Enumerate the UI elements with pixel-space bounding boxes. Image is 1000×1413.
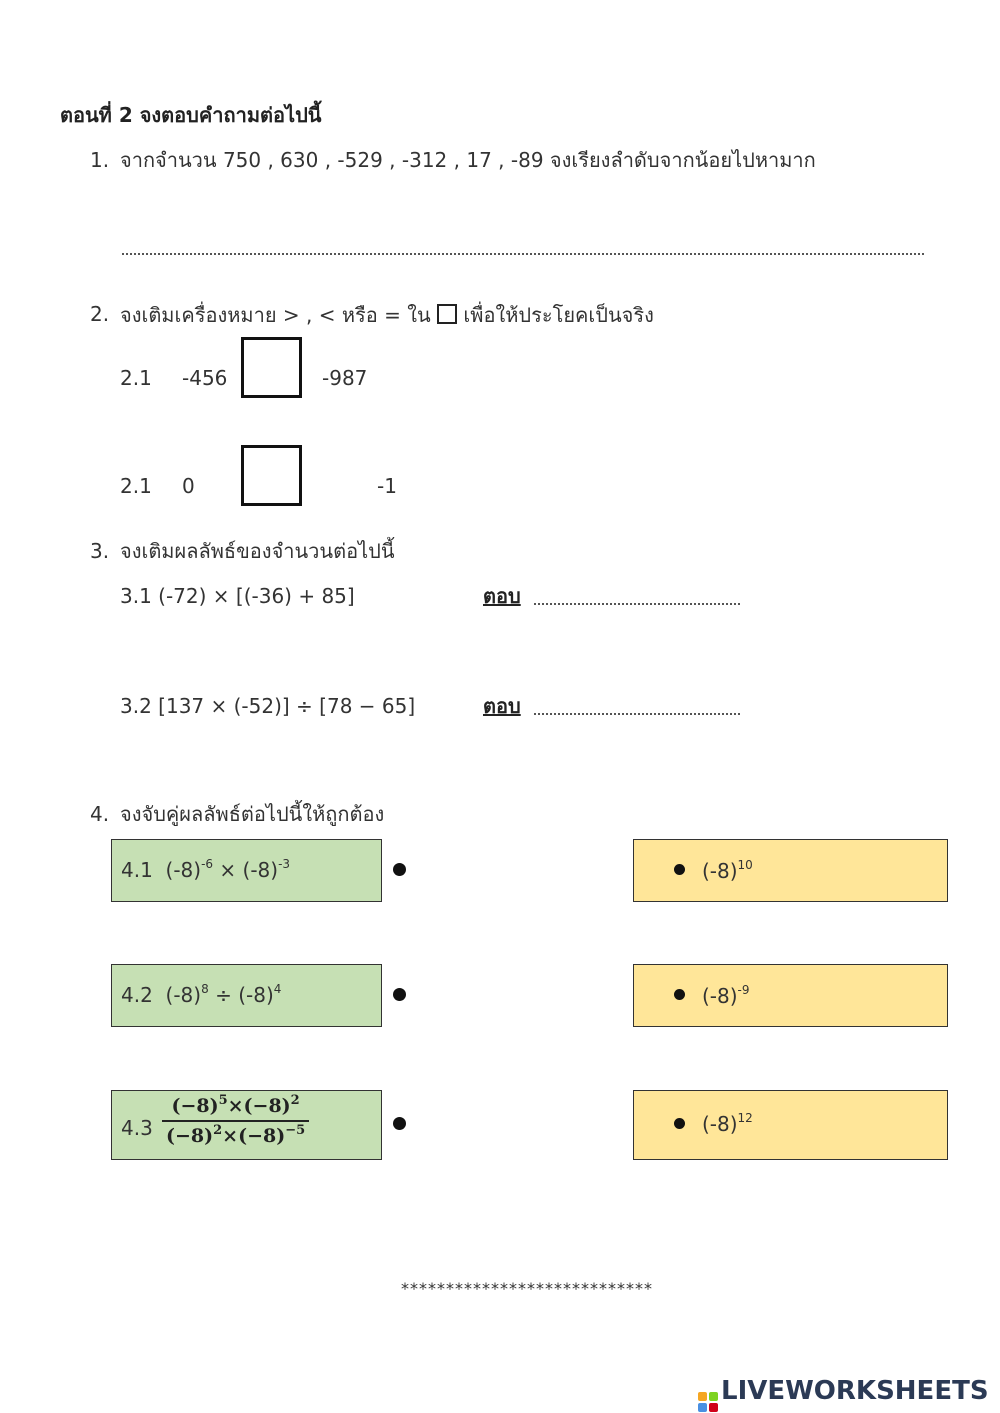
match-right-3-exp: 12: [737, 1111, 753, 1125]
q3-item-2-expr: 3.2 [137 × (-52)] ÷ [78 − 65]: [120, 694, 416, 718]
match-left-1-operator: ×: [219, 858, 237, 882]
match-left-item-1: [111, 839, 382, 902]
denominator-exp-a: 2: [213, 1123, 223, 1138]
match-left-1-label: 4.1: [121, 858, 153, 882]
q2-text-before: จงเติมเครื่องหมาย > , < หรือ = ใน: [120, 303, 431, 327]
match-left-1-exp-a: -6: [201, 857, 214, 871]
match-right-1-dot[interactable]: [674, 864, 685, 875]
numerator-base-a: (−8): [171, 1095, 219, 1117]
denominator-base-b: (−8): [238, 1125, 286, 1147]
q3-number: 3.: [90, 539, 110, 563]
q2-text-after: เพื่อให้ประโยคเป็นจริง: [463, 303, 654, 327]
q2-item-1-label: 2.1: [120, 366, 152, 390]
match-left-2-label: 4.2: [121, 983, 153, 1007]
q2-number: 2.: [90, 302, 110, 326]
match-left-2-exp-a: 8: [201, 982, 209, 996]
match-right-3-dot[interactable]: [674, 1118, 685, 1129]
q2-item-1-left: -456: [182, 366, 228, 390]
q1-number: 1.: [90, 148, 110, 172]
match-right-item-1: [633, 839, 948, 902]
match-left-2-base-a: (-8): [165, 983, 202, 1007]
match-left-2-exp-b: 4: [273, 982, 282, 996]
q3-item-1-answer-line[interactable]: [534, 603, 740, 605]
q2-item-1-right: -987: [322, 366, 368, 390]
denominator-base-a: (−8): [166, 1125, 214, 1147]
match-right-item-3: [633, 1090, 948, 1160]
match-right-1-exp: 10: [737, 858, 753, 872]
fraction-denominator: [162, 1122, 309, 1147]
match-left-1-exp-b: -3: [278, 857, 291, 871]
match-left-1-base-b: (-8): [242, 858, 279, 882]
q3-text: จงเติมผลลัพธ์ของจำนวนต่อไปนี้: [120, 539, 395, 563]
q3-item-1-answer-label: ตอบ: [483, 584, 521, 608]
denominator-exp-b: −5: [285, 1123, 306, 1138]
match-left-3-fraction: [162, 1095, 309, 1147]
numerator-exp-a: 5: [218, 1093, 228, 1108]
footer-stars: ****************************: [401, 1279, 653, 1298]
brand-name: LIVEWORKSHEETS: [721, 1376, 989, 1406]
q2-item-2-left: 0: [182, 474, 195, 498]
q1-text: จากจำนวน 750 , 630 , -529 , -312 , 17 , -89 จงเรียงลำดับจากน้อยไปหามาก: [120, 148, 816, 172]
q2-item-2-answer-box[interactable]: [241, 445, 302, 506]
numerator-base-b: (−8): [243, 1095, 291, 1117]
q2-text: [120, 304, 654, 325]
denominator-operator: ×: [222, 1125, 239, 1147]
q4-number: 4.: [90, 802, 110, 826]
match-right-2-dot[interactable]: [674, 989, 685, 1000]
match-left-1-base-a: (-8): [165, 858, 202, 882]
match-left-1-dot[interactable]: [393, 863, 406, 876]
match-right-item-2: [633, 964, 948, 1027]
match-right-3-base: (-8): [702, 1112, 738, 1136]
section-title: ตอนที่ 2 จงตอบคำถามต่อไปนี้: [60, 103, 322, 127]
q4-text: จงจับคู่ผลลัพธ์ต่อไปนี้ให้ถูกต้อง: [120, 802, 385, 826]
fraction-numerator: [162, 1095, 309, 1122]
q3-item-1-expr: 3.1 (-72) × [(-36) + 85]: [120, 584, 355, 608]
q1-answer-line[interactable]: [122, 253, 924, 255]
match-left-3-dot[interactable]: [393, 1117, 406, 1130]
brand-logo[interactable]: [698, 1376, 989, 1412]
small-square-icon: [437, 304, 457, 324]
numerator-exp-b: 2: [290, 1093, 300, 1108]
match-left-item-2: [111, 964, 382, 1027]
q2-item-2-label: 2.1: [120, 474, 152, 498]
match-right-2-exp: -9: [737, 983, 750, 997]
match-left-3-label: 4.3: [121, 1116, 153, 1140]
match-right-2-base: (-8): [702, 984, 738, 1008]
match-left-item-3: [111, 1090, 382, 1160]
match-left-2-dot[interactable]: [393, 988, 406, 1001]
numerator-operator: ×: [227, 1095, 244, 1117]
q2-item-2-right: -1: [377, 474, 397, 498]
liveworksheets-logo-icon: [698, 1392, 718, 1412]
q2-item-1-answer-box[interactable]: [241, 337, 302, 398]
match-left-2-operator: ÷: [215, 983, 232, 1007]
match-left-2-base-b: (-8): [238, 983, 274, 1007]
q3-item-2-answer-label: ตอบ: [483, 694, 521, 718]
q3-item-2-answer-line[interactable]: [534, 713, 740, 715]
match-right-1-base: (-8): [702, 859, 738, 883]
